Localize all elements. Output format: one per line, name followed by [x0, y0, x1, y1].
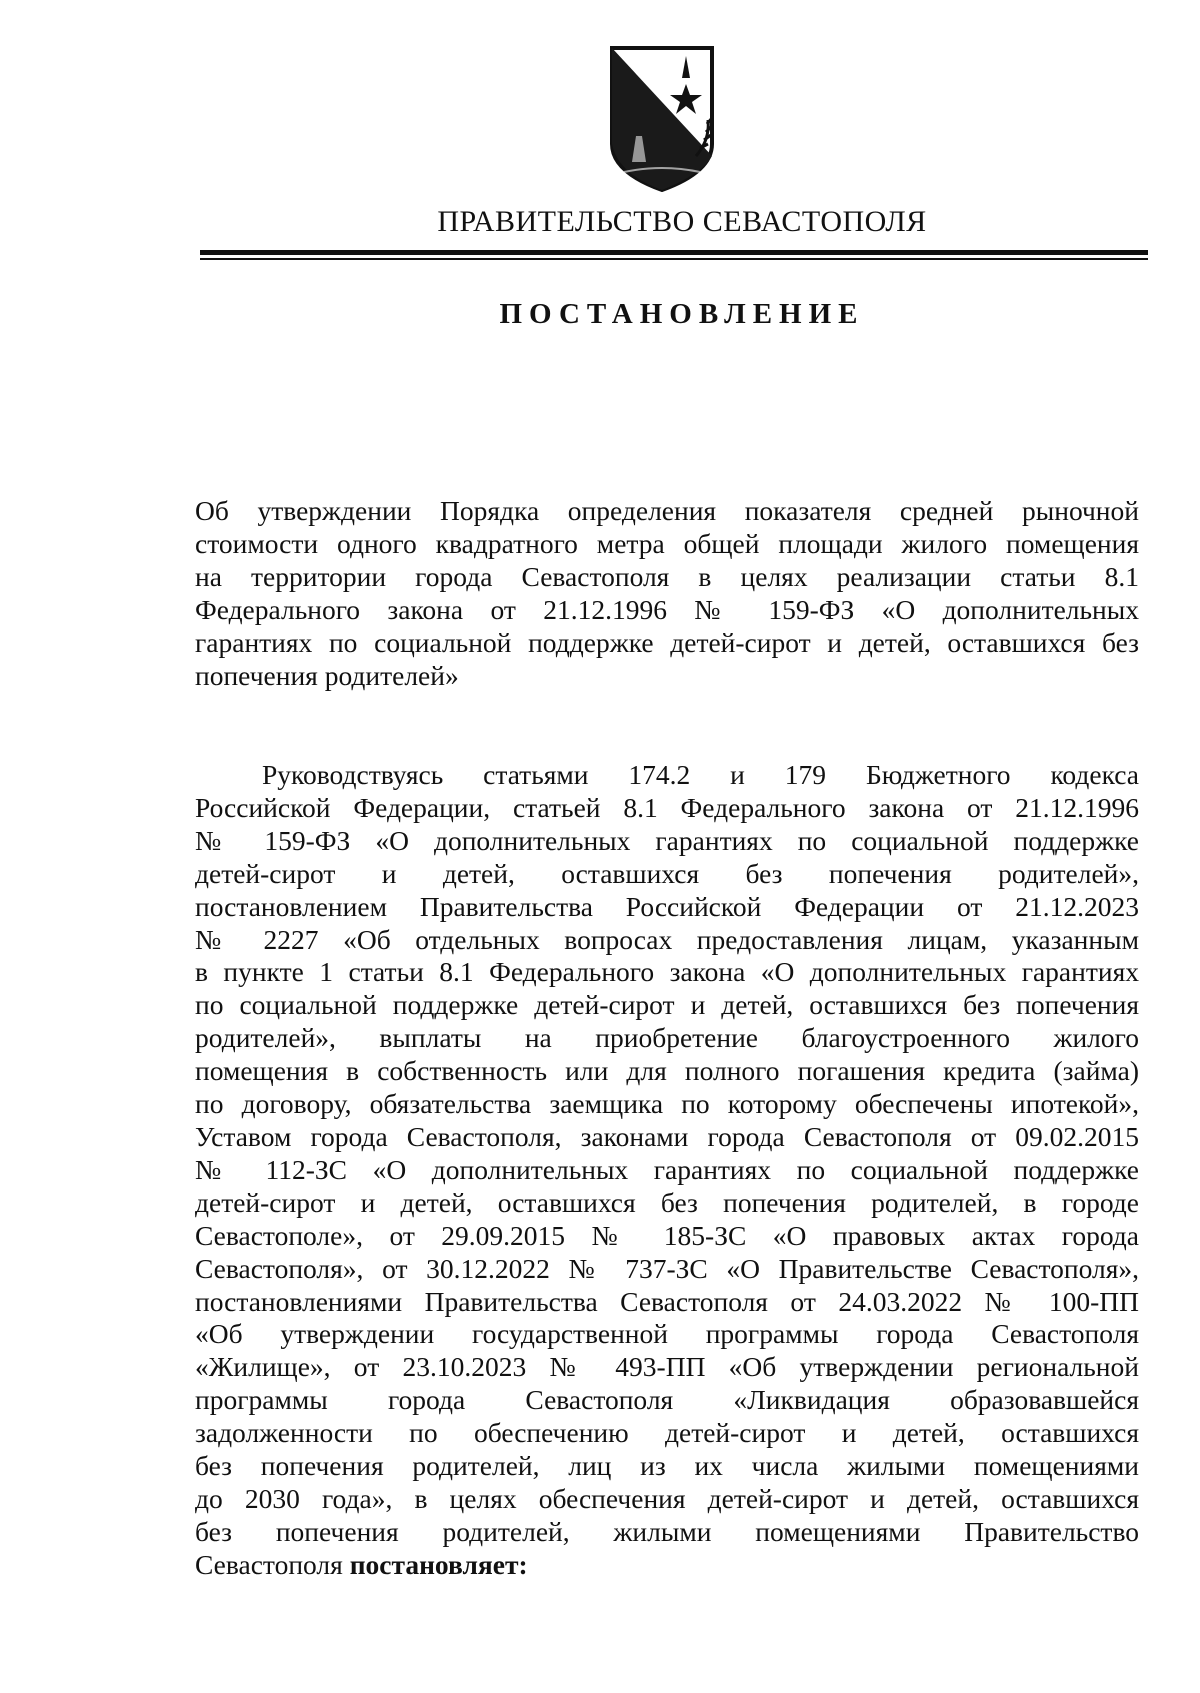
closing-line: [195, 1549, 1139, 1582]
body-line: без попечения родителей, лиц из их числа жилыми помещениями: [195, 1450, 1139, 1482]
body-line: родителей», выплаты на приобретение благоустроенного жилого: [195, 1022, 1139, 1054]
body-line: Российской Федерации, статьей 8.1 Федерального закона от 21.12.1996: [195, 791, 1139, 823]
body-line: до 2030 года», в целях обеспечения детей-сирот и детей, оставшихся: [195, 1482, 1139, 1514]
header-rule-thick: [200, 250, 1148, 255]
body-line: постановлениями Правительства Севастополя от 24.03.2022 № 100-ПП: [195, 1285, 1139, 1317]
body-line: программы города Севастополя «Ликвидация образовавшейся: [195, 1384, 1139, 1416]
body-line: задолженности по обеспечению детей-сирот и детей, оставшихся: [195, 1417, 1139, 1449]
title-line: Федерального закона от 21.12.1996 № 159-ФЗ «О дополнительных: [195, 593, 1139, 625]
body-line: Руководствуясь статьями 174.2 и 179 Бюджетного кодекса: [262, 759, 1139, 790]
body-line: Севастополя», от 30.12.2022 № 737-ЗС «О Правительстве Севастополя»,: [195, 1252, 1139, 1284]
title-line: стоимости одного квадратного метра общей площади жилого помещения: [195, 527, 1139, 559]
header-rule-thin: [200, 258, 1148, 260]
title-line: Об утверждении Порядка определения показателя средней рыночной: [195, 495, 1139, 526]
body-line: по договору, обязательства заемщика по которому обеспечены ипотекой»,: [195, 1088, 1139, 1120]
title-line: на территории города Севастополя в целях реализации статьи 8.1: [195, 560, 1139, 592]
body-line: Уставом города Севастополя, законами города Севастополя от 09.02.2015: [195, 1120, 1139, 1152]
body-line: № 2227 «Об отдельных вопросах предоставления лицам, указанным: [195, 923, 1139, 955]
closing-emphasis: постановляет:: [349, 1548, 528, 1580]
document-type-heading: ПОСТАНОВЛЕНИЕ: [499, 298, 865, 330]
body-line: № 159-ФЗ «О дополнительных гарантиях по социальной поддержке: [195, 824, 1139, 856]
body-line: «Об утверждении государственной программы города Севастополя: [195, 1318, 1139, 1350]
resolution-title: [195, 495, 1139, 692]
body-line: по социальной поддержке детей-сирот и детей, оставшихся без попечения: [195, 989, 1139, 1021]
body-line: № 112-ЗС «О дополнительных гарантиях по социальной поддержке: [195, 1153, 1139, 1185]
body-line: детей-сирот и детей, оставшихся без попечения родителей»,: [195, 857, 1139, 889]
organization-name: ПРАВИТЕЛЬСТВО СЕВАСТОПОЛЯ: [437, 205, 927, 238]
body-line: детей-сирот и детей, оставшихся без попечения родителей, в городе: [195, 1186, 1139, 1218]
body-line: «Жилище», от 23.10.2023 № 493-ПП «Об утверждении региональной: [195, 1351, 1139, 1383]
closing-prefix: Севастополя: [195, 1548, 350, 1580]
body-line: помещения в собственность или для полного погашения кредита (займа): [195, 1055, 1139, 1087]
body-line: Севастополе», от 29.09.2015 № 185-ЗС «О правовых актах города: [195, 1219, 1139, 1251]
title-line: гарантиях по социальной поддержке детей-сирот и детей, оставшихся без: [195, 626, 1139, 658]
title-line: попечения родителей»: [195, 659, 459, 691]
body-line: без попечения родителей, жилыми помещениями Правительство: [195, 1515, 1139, 1547]
coat-of-arms-icon: [606, 44, 718, 192]
resolution-body: [195, 759, 1139, 1582]
body-line: постановлением Правительства Российской Федерации от 21.12.2023: [195, 890, 1139, 922]
body-line: в пункте 1 статьи 8.1 Федерального закона «О дополнительных гарантиях: [195, 956, 1139, 988]
